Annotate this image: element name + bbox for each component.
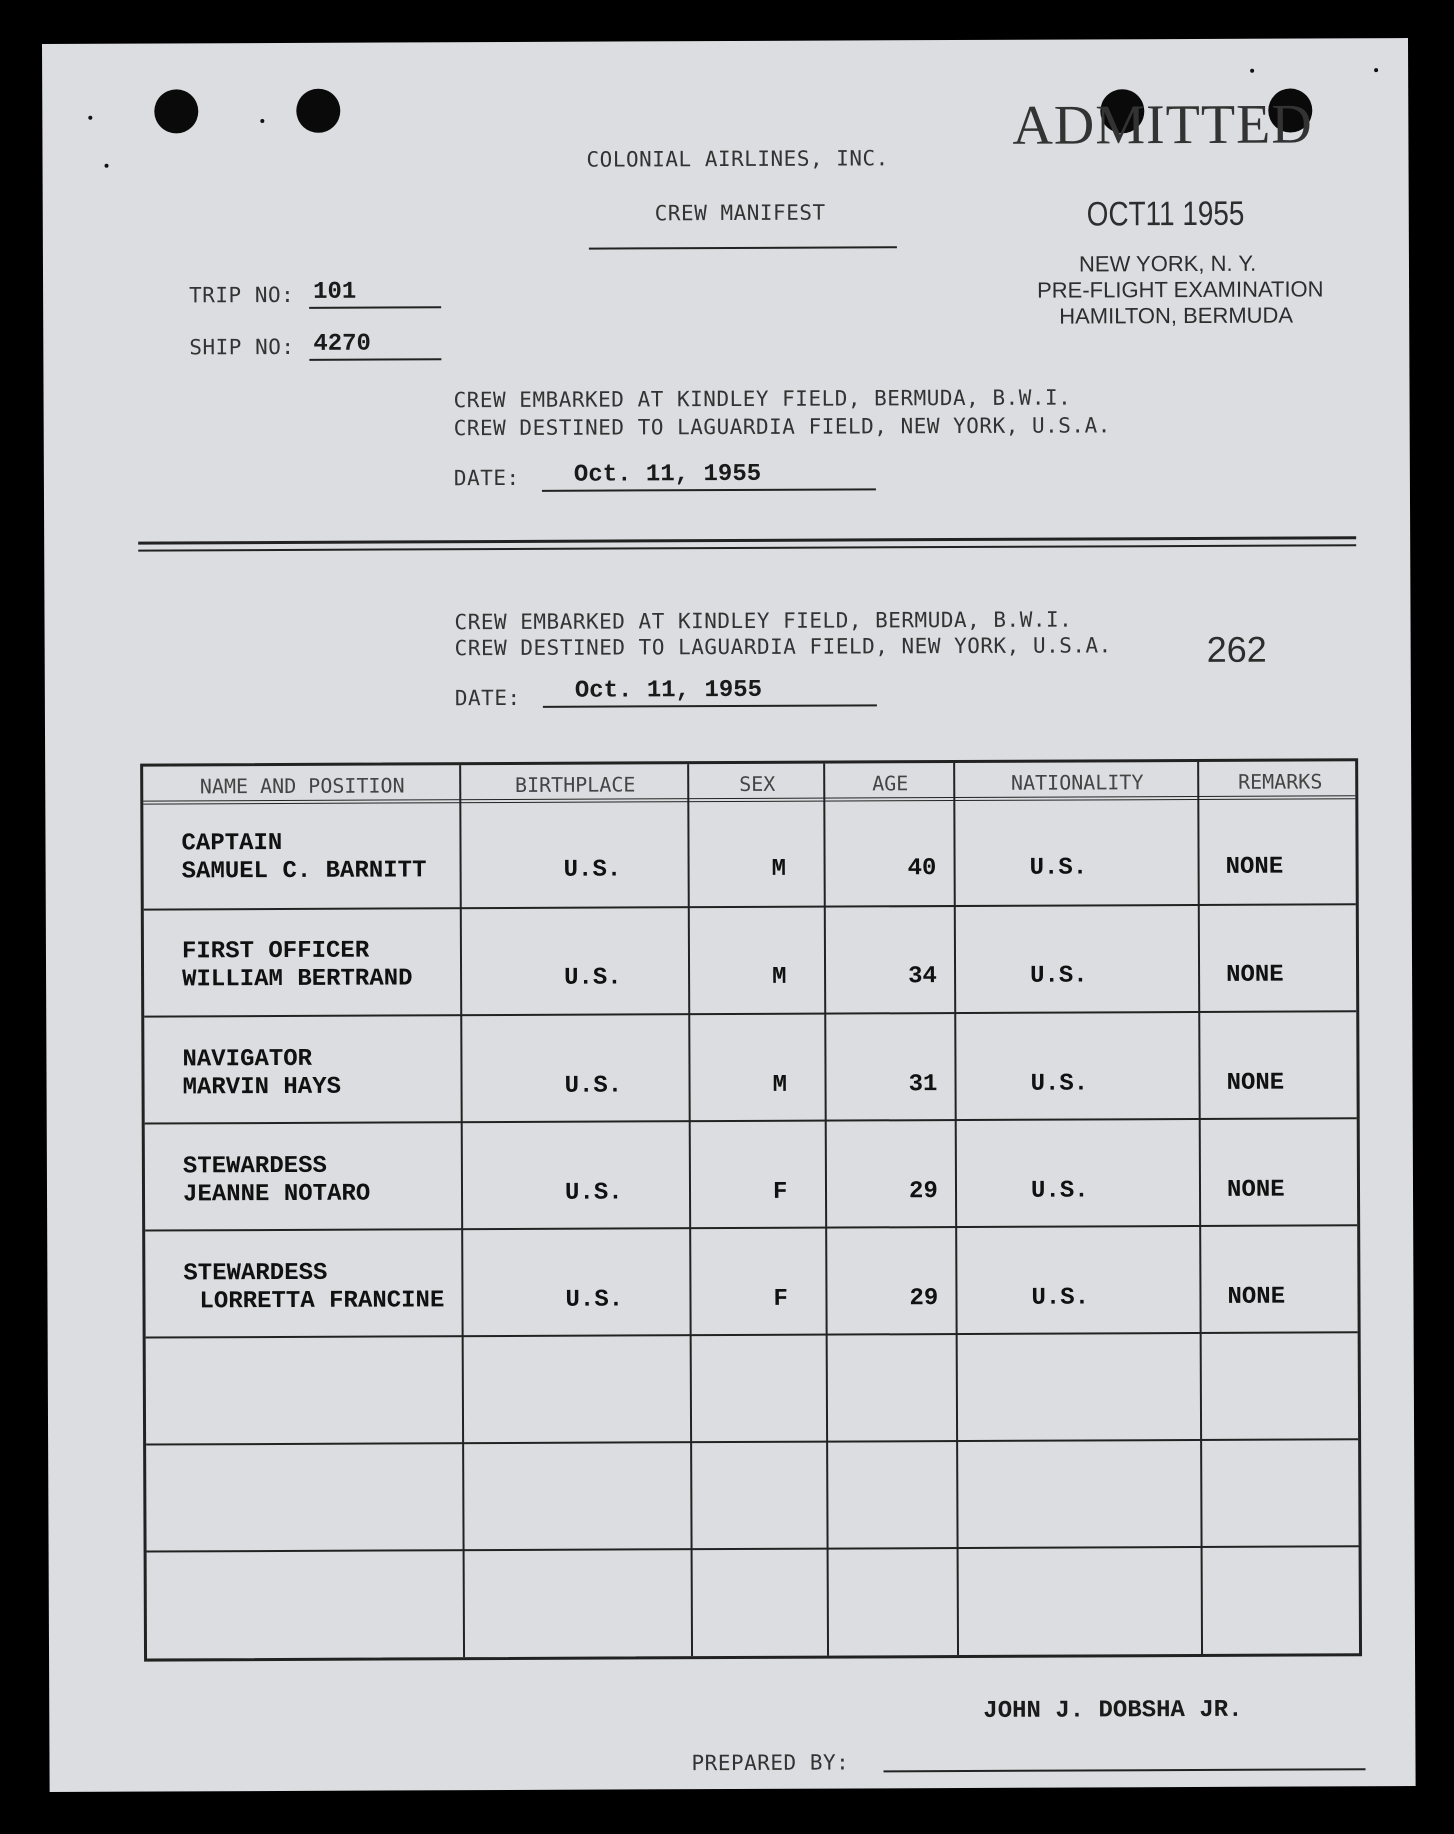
crew-remarks: NONE [1226, 1069, 1285, 1097]
crew-position: STEWARDESS [183, 1259, 328, 1288]
row-divider [147, 1545, 1359, 1552]
crew-birthplace: U.S. [565, 1286, 624, 1314]
crew-age: 31 [908, 1071, 938, 1099]
row-divider [144, 1010, 1356, 1017]
crew-name: SAMUEL C. BARNITT [181, 857, 427, 886]
header-remarks: REMARKS [1238, 769, 1323, 794]
crew-sex: M [771, 855, 787, 883]
row-divider [145, 1117, 1357, 1124]
date-label: DATE: [453, 465, 520, 491]
crew-name: JEANNE NOTARO [182, 1180, 371, 1209]
crew-name: LORRETTA FRANCINE [199, 1287, 445, 1316]
crew-sex: M [772, 1071, 788, 1099]
admitted-stamp: ADMITTED [1012, 93, 1313, 157]
speck [88, 116, 92, 120]
date-underline [542, 488, 876, 491]
trip-number: 101 [313, 278, 357, 306]
crew-birthplace: U.S. [564, 964, 622, 992]
crew-age: 40 [907, 855, 937, 883]
column-divider [687, 764, 693, 1656]
company-name: COLONIAL AIRLINES, INC. [586, 146, 889, 172]
embarked-text: CREW EMBARKED AT KINDLEY FIELD, BERMUDA, B.W.I. [453, 385, 1072, 413]
section-divider [138, 536, 1356, 544]
header-age: AGE [872, 771, 909, 796]
header-sex: SEX [739, 771, 776, 796]
crew-birthplace: U.S. [564, 1179, 623, 1207]
ship-label: SHIP NO: [189, 334, 295, 360]
stamp-location: NEW YORK, N. Y. [1078, 250, 1257, 277]
preparer-name: JOHN J. DOBSHA JR. [983, 1696, 1243, 1725]
header-name-position: NAME AND POSITION [199, 773, 405, 799]
table-header [143, 761, 1355, 804]
crew-birthplace: U.S. [564, 1072, 623, 1100]
crew-position: CAPTAIN [181, 829, 283, 858]
crew-nationality: U.S. [1029, 854, 1088, 882]
crew-nationality: U.S. [1030, 1177, 1089, 1205]
manifest-page [42, 38, 1416, 1792]
row-divider [146, 1438, 1358, 1445]
date-value: Oct. 11, 1955 [573, 460, 762, 489]
section-divider [138, 544, 1356, 551]
column-divider [953, 763, 959, 1655]
date-label: DATE: [454, 685, 521, 711]
embarked-text: CREW EMBARKED AT KINDLEY FIELD, BERMUDA, B.W.I. [454, 607, 1073, 635]
column-divider [1197, 762, 1203, 1654]
crew-age: 29 [908, 1178, 938, 1206]
punch-hole [296, 89, 340, 133]
crew-remarks: NONE [1226, 1176, 1285, 1204]
signature-line [884, 1768, 1366, 1772]
prepared-by-label: PREPARED BY: [691, 1750, 850, 1776]
ship-number: 4270 [313, 330, 371, 358]
crew-age: 29 [909, 1285, 939, 1313]
column-divider [823, 764, 829, 1656]
crew-position: NAVIGATOR [182, 1045, 313, 1074]
crew-table [140, 758, 1362, 1661]
destined-text: CREW DESTINED TO LAGUARDIA FIELD, NEW YORK, U.S.A. [454, 633, 1112, 661]
crew-remarks: NONE [1225, 853, 1284, 881]
crew-position: FIRST OFFICER [181, 937, 370, 966]
crew-name: MARVIN HAYS [182, 1073, 342, 1102]
date-underline [543, 704, 877, 707]
destined-text: CREW DESTINED TO LAGUARDIA FIELD, NEW YORK, U.S.A. [453, 413, 1111, 441]
speck [1374, 68, 1378, 72]
crew-remarks: NONE [1227, 1283, 1286, 1311]
crew-sex: M [772, 963, 787, 991]
speck [105, 164, 109, 168]
stamp-examination: PRE-FLIGHT EXAMINATION [1037, 276, 1324, 303]
crew-position: STEWARDESS [182, 1152, 327, 1181]
column-divider [459, 765, 465, 1657]
stamp-date: OCT11 1955 [1086, 194, 1245, 234]
crew-sex: F [772, 1178, 788, 1206]
header-nationality: NATIONALITY [1010, 770, 1144, 795]
punch-hole [154, 89, 198, 133]
crew-age: 34 [908, 963, 937, 991]
row-divider [146, 1331, 1358, 1338]
crew-nationality: U.S. [1030, 1070, 1089, 1098]
header-birthplace: BIRTHPLACE [514, 772, 636, 797]
speck [1250, 69, 1254, 73]
page-number: 262 [1206, 628, 1267, 670]
ship-underline [309, 358, 441, 361]
trip-label: TRIP NO: [189, 282, 295, 308]
stamp-hamilton: HAMILTON, BERMUDA [1059, 302, 1294, 329]
crew-remarks: NONE [1226, 961, 1284, 989]
crew-birthplace: U.S. [563, 856, 622, 884]
crew-nationality: U.S. [1031, 1284, 1090, 1312]
crew-nationality: U.S. [1030, 962, 1088, 990]
crew-name: WILLIAM BERTRAND [182, 965, 413, 994]
crew-sex: F [773, 1285, 788, 1313]
speck [260, 119, 264, 123]
row-divider [144, 903, 1356, 910]
date-value: Oct. 11, 1955 [574, 676, 763, 705]
row-divider [145, 1224, 1357, 1231]
title-underline [589, 246, 897, 249]
document-title: CREW MANIFEST [654, 200, 826, 226]
trip-underline [309, 306, 441, 309]
